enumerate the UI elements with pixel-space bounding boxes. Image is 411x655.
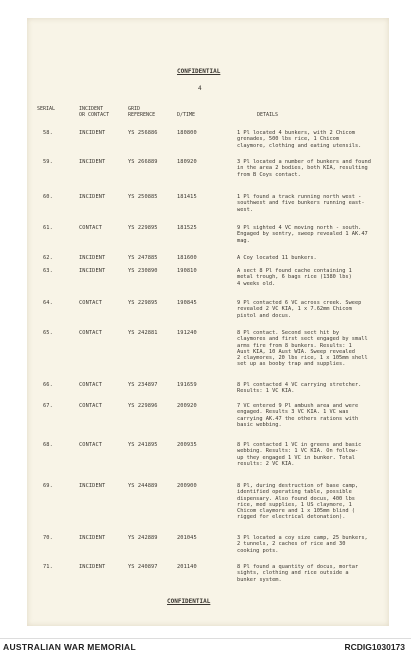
details-cell: 8 Pl, during destruction of base camp, identified operating table, possible dispensary. Also found docus, 400 lbs rice, med supplies, 1 US claymore, 1 Chicom claymore and 1 x 105mm blind ( rigged for electrical detonation). [237, 483, 359, 521]
grid-reference-cell: YS 266889 [128, 159, 158, 165]
serial-cell: 68. [43, 442, 53, 448]
grid-reference-cell: YS 229895 [128, 300, 158, 306]
dtime-cell: 190845 [177, 300, 197, 306]
grid-reference-cell: YS 244889 [128, 483, 158, 489]
details-cell: 8 Pl contacted 1 VC in greens and basic webbing. Results: 1 VC KIA. On follow- up they engaged 1 VC in bunker. Total results: 2 VC KIA. [237, 442, 362, 467]
dtime-cell: 180800 [177, 130, 197, 136]
serial-cell: 63. [43, 268, 53, 274]
grid-reference-cell: YS 234897 [128, 382, 158, 388]
serial-cell: 59. [43, 159, 53, 165]
grid-reference-cell: YS 242881 [128, 330, 158, 336]
serial-cell: 70. [43, 535, 53, 541]
incident-type-cell: CONTACT [79, 330, 103, 336]
details-cell: 3 Pl located a number of bunkers and found in the area 2 bodies, both KIA, resulting from B Coys contact. [237, 159, 371, 178]
serial-cell: 58. [43, 130, 53, 136]
incident-type-cell: INCIDENT [79, 535, 106, 541]
dtime-cell: 191659 [177, 382, 197, 388]
incident-type-cell: INCIDENT [79, 159, 106, 165]
incident-type-cell: INCIDENT [79, 268, 106, 274]
details-cell: A sect 8 Pl found cache containing 1 metal trough, 6 bags rice (1380 lbs) 4 weeks old. [237, 268, 352, 287]
dtime-cell: 180920 [177, 159, 197, 165]
dtime-cell: 201140 [177, 564, 197, 570]
details-cell: 3 Pl located a coy size camp, 25 bunkers, 2 tunnels, 2 caches of rice and 30 cooking pots. [237, 535, 368, 554]
details-cell: 8 Pl found a quantity of docus, mortar sights, clothing and rice outside a bunker system. [237, 564, 359, 583]
grid-reference-cell: YS 229895 [128, 225, 158, 231]
col-header-incident: INCIDENT OR CONTACT [79, 106, 110, 118]
incident-type-cell: INCIDENT [79, 483, 106, 489]
document-page [27, 18, 389, 626]
col-header-grid: GRID REFERENCE [128, 106, 156, 118]
grid-reference-cell: YS 241895 [128, 442, 158, 448]
incident-type-cell: CONTACT [79, 225, 103, 231]
serial-cell: 61. [43, 225, 53, 231]
dtime-cell: 200920 [177, 403, 197, 409]
details-cell: A Coy located 11 bunkers. [237, 255, 317, 261]
archive-reference: RCDIG1030173 [344, 642, 405, 652]
classification-bottom: CONFIDENTIAL [167, 598, 211, 605]
incident-type-cell: INCIDENT [79, 255, 106, 261]
details-cell: 8 Pl contact. Second sect hit by claymores and first sect engaged by small arms fire from 8 bunkers. Results: 1 Aust KIA, 10 Aust WIA. Sweep revealed 2 claymores, 20 lbs rice, 1 x 105mm shell set up as booby trap and supplies. [237, 330, 368, 368]
serial-cell: 60. [43, 194, 53, 200]
incident-type-cell: CONTACT [79, 382, 103, 388]
serial-cell: 71. [43, 564, 53, 570]
dtime-cell: 200900 [177, 483, 197, 489]
incident-type-cell: CONTACT [79, 300, 103, 306]
details-cell: 1 Pl found a track running north west - southwest and five bunkers running east- west. [237, 194, 365, 213]
details-cell: 9 Pl sighted 4 VC moving north - south. Engaged by sentry, sweep revealed 1 AK.47 mag. [237, 225, 368, 244]
dtime-cell: 181415 [177, 194, 197, 200]
grid-reference-cell: YS 229896 [128, 403, 158, 409]
page-number: 4 [198, 85, 202, 92]
dtime-cell: 200935 [177, 442, 197, 448]
archive-name: AUSTRALIAN WAR MEMORIAL [3, 642, 136, 652]
details-cell: 8 Pl contacted 4 VC carrying stretcher. Results: 1 VC KIA. [237, 382, 362, 395]
col-header-serial: SERIAL [37, 106, 56, 112]
dtime-cell: 190810 [177, 268, 197, 274]
serial-cell: 69. [43, 483, 53, 489]
incident-type-cell: CONTACT [79, 442, 103, 448]
classification-top: CONFIDENTIAL [177, 68, 221, 75]
grid-reference-cell: YS 256886 [128, 130, 158, 136]
grid-reference-cell: YS 240897 [128, 564, 158, 570]
serial-cell: 64. [43, 300, 53, 306]
incident-type-cell: INCIDENT [79, 564, 106, 570]
dtime-cell: 201045 [177, 535, 197, 541]
grid-reference-cell: YS 247885 [128, 255, 158, 261]
col-header-dtime: D/TIME [177, 112, 196, 118]
incident-type-cell: CONTACT [79, 403, 103, 409]
serial-cell: 67. [43, 403, 53, 409]
incident-type-cell: INCIDENT [79, 194, 106, 200]
dtime-cell: 181600 [177, 255, 197, 261]
archive-footer [0, 638, 411, 655]
serial-cell: 62. [43, 255, 53, 261]
dtime-cell: 191240 [177, 330, 197, 336]
serial-cell: 65. [43, 330, 53, 336]
details-cell: 7 VC entered 9 Pl ambush area and were engaged. Results 3 VC KIA. 1 VC was carrying AK.47 the others rations with basic webbing. [237, 403, 359, 428]
incident-type-cell: INCIDENT [79, 130, 106, 136]
details-cell: 1 Pl located 4 bunkers, with 2 Chicom grenades, 500 lbs rice, 1 Chicom claymore, clothing and eating utensils. [237, 130, 362, 149]
grid-reference-cell: YS 242889 [128, 535, 158, 541]
grid-reference-cell: YS 250885 [128, 194, 158, 200]
details-cell: 9 Pl contacted 6 VC across creek. Sweep revealed 2 VC KIA, 1 x 7.62mm Chicom pistol and docus. [237, 300, 362, 319]
dtime-cell: 181525 [177, 225, 197, 231]
col-header-details: DETAILS [257, 112, 279, 118]
serial-cell: 66. [43, 382, 53, 388]
grid-reference-cell: YS 230890 [128, 268, 158, 274]
